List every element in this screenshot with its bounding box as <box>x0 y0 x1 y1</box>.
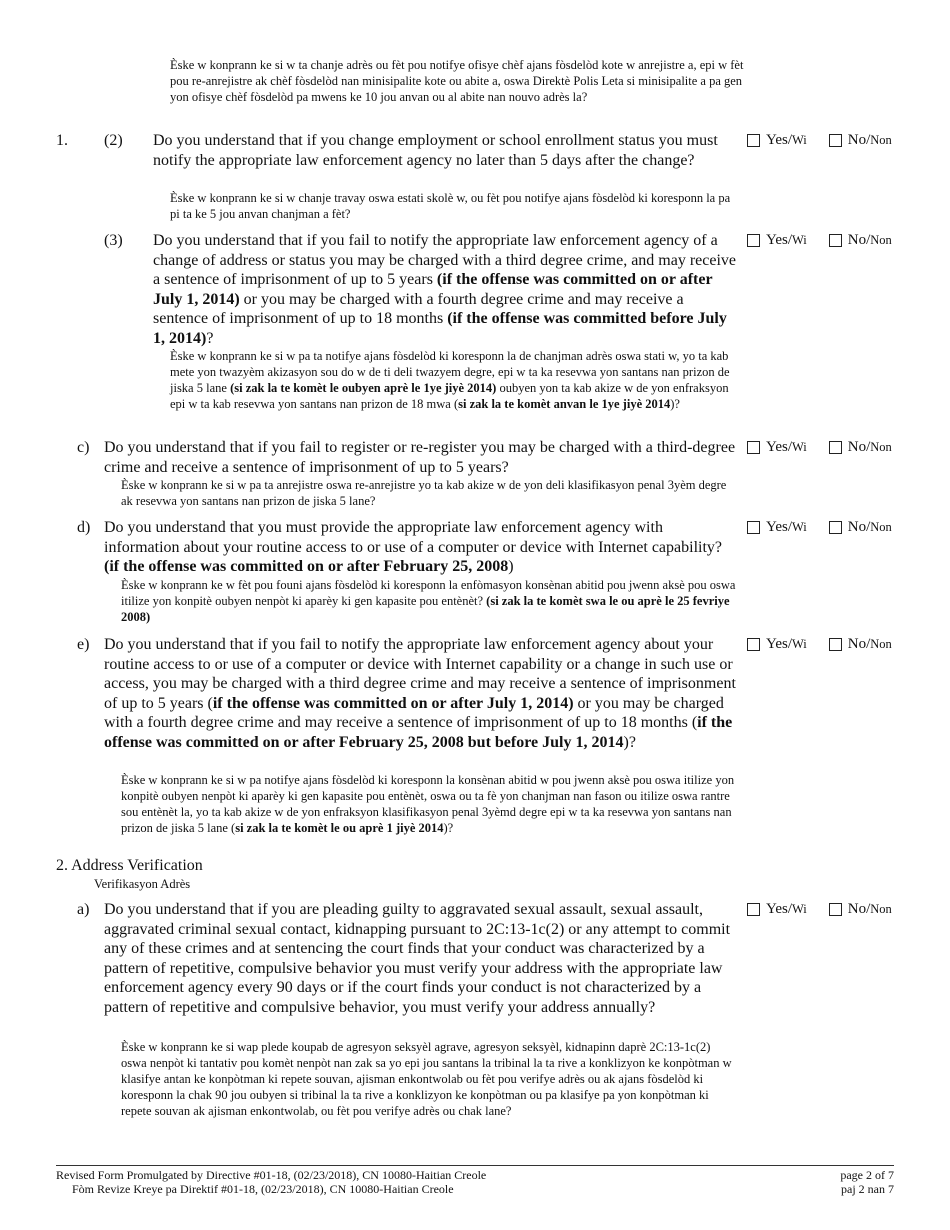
no-checkbox[interactable] <box>829 903 842 916</box>
yes-checkbox[interactable] <box>747 134 760 147</box>
no-checkbox[interactable] <box>829 234 842 247</box>
question-text: Do you understand that if you fail to register or re-register you may be charged with a third-degree crime and receive a sentence of imprisonment of up to 5 years? <box>104 439 736 476</box>
yes-checkbox[interactable] <box>747 441 760 454</box>
no-checkbox[interactable] <box>829 638 842 651</box>
yes-checkbox[interactable] <box>747 234 760 247</box>
section-title-translation: Verifikasyon Adrès <box>94 877 191 891</box>
sub-question-number: (3) <box>104 232 123 249</box>
section-title: 2. Address Verification <box>56 857 203 874</box>
question-translation: Èske w konprann ke si w pa notifye ajans fòsdelòd ki koresponn la konsènan abitid w pou jwenn aksè pou oswa itilize yon konpitè oubyen nenpòt ki aparèy ki gen kapasite pou entènèt, oswa ou ta fè yon chanjman nan fason ou itilize oswa rantre sou entènèt la, yo ta kab akize w de yon enfraksyon klasifikasyon penal 3yèmd degre epi w ta ka resevwa yon santans nan prizon de jiska 5 lane (si zak la te komèt le ou aprè 1 jiyè 2014)? <box>121 773 735 835</box>
yes-no-options: Yes/ Wi No/ Non <box>747 518 892 536</box>
question-text: Do you understand that if you fail to notify the appropriate law enforcement agency about your routine access to or use of a computer or device with Internet capability or a change in such use or access, you may be charged with a third degree crime and may receive a sentence of imprisonment of up to 5 years (if the offense was committed on or after July 1, 2014) or you may be charged with a fourth degree crime and may receive a sentence of imprisonment of up to 18 months (if the offense was committed on or after February 25, 2008 but before July 1, 2014)? <box>104 636 736 751</box>
footer-divider <box>56 1165 894 1166</box>
question-translation: Èske w konprann ke w fèt pou founi ajans fòsdelòd ki koresponn la enfòmasyon konsènan abitid pou jwenn aksè pou oswa itilize yon konpitè oubyen nenpòt ki aparèy ki gen kapasite pou entènèt? (si zak la te komèt swa le ou aprè le 25 fevriye 2008) <box>121 578 736 624</box>
intro-translation: Èske w konprann ke si w ta chanje adrès ou fèt pou notifye ofisye chèf ajans fòsdelòd kote w anrejistre a, epi w fèt pou re-anrejistre ak chèf fòsdelòd nan minisipalite kote ou abite a, oswa Direktè Polis Leta si minisipalite a pa gen yon ofisye chèf fòsdelòd pa mwens ke 10 jou anvan ou al abite nan nouvo adrès la? <box>170 58 744 104</box>
question-text: Do you understand that you must provide the appropriate law enforcement agency with information about your routine access to or use of a computer or device with Internet capability? (if the offense was committed on or after February 25, 2008) <box>104 519 723 576</box>
yes-checkbox[interactable] <box>747 903 760 916</box>
question-text: Do you understand that if you are pleading guilty to aggravated sexual assault, sexual assault, aggravated criminal sexual contact, kidnapping pursuant to 2C:13-1c(2) or any attempt to commit any of these crimes and at sentencing the court finds that your conduct was characterized by a pattern of repetitive, compulsive behavior you must verify your address with the appropriate law enforcement agency every 90 days or if the court finds your conduct is not characterized by a pattern of repetitive and compulsive behavior, you must verify your address annually? <box>104 901 731 1016</box>
sub-question-number: a) <box>77 901 90 918</box>
sub-question-number: e) <box>77 636 90 653</box>
no-checkbox[interactable] <box>829 134 842 147</box>
question-translation: Èske w konprann ke si w pa ta notifye ajans fòsdelòd ki koresponn la de chanjman adrès oswa stati w, yo ta kab mete yon twazyèm akizasyon sou do w de ti deli twazyem degre, epi w ta ka resevwa yon santans nan prizon de jiska 5 lane (si zak la te komèt le oubyen aprè le 1ye jiyè 2014) oubyen yon ta kab akize w de yon enfraksyon epi w ta kab resevwa yon santans nan prizon de 18 mwa (si zak la te komèt anvan le 1ye jiyè 2014)? <box>170 349 730 411</box>
no-checkbox[interactable] <box>829 521 842 534</box>
page-number: page 2 of 7 <box>840 1168 894 1182</box>
sub-question-number: d) <box>77 519 91 536</box>
yes-no-options: Yes/ Wi No/ Non <box>747 231 892 249</box>
footer-form-info: Revised Form Promulgated by Directive #01-18, (02/23/2018), CN 10080-Haitian Creole <box>56 1168 487 1182</box>
sub-question-number: (2) <box>104 132 123 149</box>
yes-no-options: Yes/ Wi No/ Non <box>747 900 892 918</box>
question-translation: Èske w konprann ke si w chanje travay oswa estati skolè w, ou fèt pou notifye ajans fòsdelòd ki koresponn la pa pi ta ke 5 jou anvan chanjman a fèt? <box>170 191 731 221</box>
no-checkbox[interactable] <box>829 441 842 454</box>
question-number: 1. <box>56 132 68 149</box>
question-translation: Èske w konprann ke si w pa ta anrejistre oswa re-anrejistre yo ta kab akize w de yon deli klasifikasyon penal 3yèm degre ak resevwa yon santans nan prizon de jiska 5 lane? <box>121 478 727 508</box>
question-text: Do you understand that if you fail to notify the appropriate law enforcement agency of a change of address or status you may be charged with a third degree crime, and may receive a sentence of imprisonment of up to 5 years (if the offense was committed on or after July 1, 2014) or you may be charged with a fourth degree crime and may receive a sentence of imprisonment of up to 18 months (if the offense was committed before July 1, 2014)? <box>153 232 737 347</box>
question-text: Do you understand that if you change employment or school enrollment status you must notify the appropriate law enforcement agency no later than 5 days after the change? <box>153 132 718 169</box>
question-translation: Èske w konprann ke si wap plede koupab de agresyon seksyèl agrave, agresyon seksyèl, kidnapinn daprè 2C:13-1c(2) oswa nenpòt ki tantativ pou komèt nenpòt nan zak sa yo epi jou santans la tribinal la ta rive a konklizyon ke konpòtman w klasifye antan ke konpòtman ki repete souvan, ajisman enkontwolab ou fèt pou verifye adrès ou ak ajans fòsdelòd ki koresponn la chak 90 jou oubyen si tribinal la ta rive a konklizyon ke konpòtman ou pa klasifye pa yon konpòtman ki repete souvan ak ajisman enkontwolab, ou fèt pou verifye adrès ou chak lane? <box>121 1040 732 1118</box>
page-number-translation: paj 2 nan 7 <box>841 1182 894 1196</box>
footer-form-info-translation: Fòm Revize Kreye pa Direktif #01-18, (02/23/2018), CN 10080-Haitian Creole <box>72 1182 454 1196</box>
yes-checkbox[interactable] <box>747 521 760 534</box>
yes-no-options: Yes/ Wi No/ Non <box>747 438 892 456</box>
yes-checkbox[interactable] <box>747 638 760 651</box>
yes-no-options: Yes/ Wi No/ Non <box>747 635 892 653</box>
yes-no-options: Yes/ Wi No/ Non <box>747 131 892 149</box>
sub-question-number: c) <box>77 439 90 456</box>
